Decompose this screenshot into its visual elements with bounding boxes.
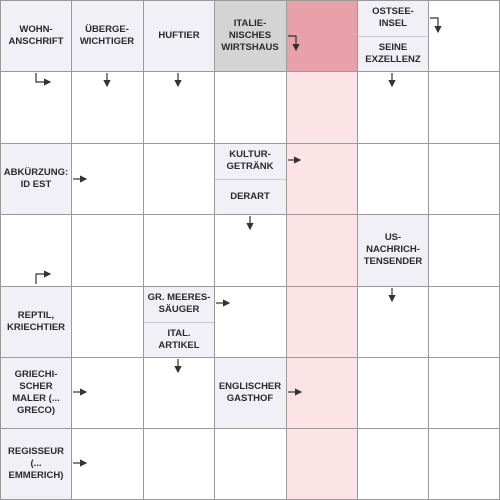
clue-text: SEINE EXZELLENZ: [365, 42, 421, 65]
clue-text: ÜBERGE- WICHTIGER: [79, 24, 135, 47]
clue-text: WOHN- ANSCHRIFT: [8, 24, 64, 47]
clue-text: GRIECHI- SCHER MALER (... GRECO): [12, 369, 60, 416]
clue-text: OSTSEE- INSEL: [372, 6, 414, 29]
arrow-wohnanschrift: [36, 73, 50, 82]
clue-text: DERART: [230, 191, 270, 202]
clue-text: US- NACHRICH- TENSENDER: [363, 232, 423, 267]
clue-text: ABKÜRZUNG: ID EST: [3, 167, 69, 190]
clue-text: KULTUR- GETRÄNK: [226, 149, 274, 172]
clue-text: ENGLISCHER GASTHOF: [218, 381, 282, 404]
clue-text: REPTIL, KRIECHTIER: [6, 310, 66, 333]
clue-text: REGISSEUR (... EMMERICH): [8, 446, 64, 481]
clue-text: ITAL. ARTIKEL: [158, 328, 200, 351]
arrow-wirtshaus: [288, 36, 296, 50]
clue-text: HUFTIER: [158, 30, 200, 41]
arrow-ostseeinsel: [430, 18, 438, 32]
clue-text: ITALIE- NISCHES WIRTSHAUS: [221, 18, 279, 53]
arrow-reptil: [36, 274, 50, 284]
clue-text: GR. MEERES- SÄUGER: [147, 292, 211, 315]
